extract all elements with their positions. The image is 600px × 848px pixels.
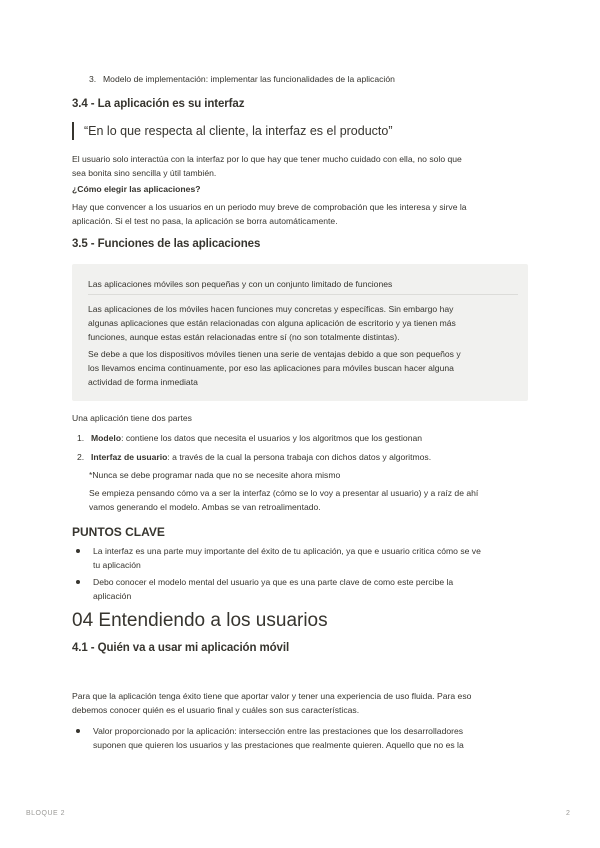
paragraph-chapter-4 [72,689,471,717]
paragraph-line: sea bonita sino sencilla y útil también. [72,168,217,178]
item-number: 3. [89,74,97,84]
paragraph-line: Hay que convencer a los usuarios en un periodo muy breve de comprobación que les interesa y sirve la [72,202,467,212]
numbered-item-3 [89,72,395,86]
callout-paragraph-2 [88,347,512,389]
paragraph-line: Valor proporcionado por la aplicación: intersección entre las prestaciones que los desarrolladores [93,726,464,736]
quote-text: “En lo que respecta al cliente, la interfaz es el producto” [84,124,393,138]
paragraph-line: funciones, aunque estas están relacionadas entre sí (no son totalmente distintas). [88,332,400,342]
puntos-clave-heading: PUNTOS CLAVE [72,525,165,539]
numbered-item-1 [77,431,422,445]
item-number: 1. [77,433,85,443]
item-2-note: *Nunca se debe programar nada que no se necesite ahora mismo [89,470,341,480]
footer-page-number: 2 [566,810,570,817]
item-2-sub-paragraph [89,486,478,514]
item-number: 2. [77,452,85,462]
question-heading: ¿Cómo elegir las aplicaciones? [72,184,201,194]
paragraph-line: los llevamos encima continuamente, por eso las aplicaciones para móviles buscan hacer alguna [88,363,454,373]
item-text: : a través de la cual la persona trabaja con dichos datos y algoritmos. [167,452,432,462]
toggle-callout [72,264,528,401]
paragraph-line: algunas aplicaciones que están relacionadas con alguna aplicación de escritorio y ya tienen más [88,318,456,328]
footer-section-label: BLOQUE 2 [26,810,66,817]
bullet-dot [76,549,80,553]
bullet-text [93,575,453,603]
callout-summary[interactable]: Las aplicaciones móviles son pequeñas y con un conjunto limitado de funciones [88,279,393,289]
bullet-dot [76,729,80,733]
paragraph-line: Las aplicaciones de los móviles hacen funciones muy concretas y específicas. Sin embargo hay [88,304,454,314]
quote-block [72,122,393,140]
chapter-heading: 04 Entendiendo a los usuarios [72,610,328,631]
paragraph-line: El usuario solo interactúa con la interfaz por lo que hay que tener mucho cuidado con ella, no solo que [72,154,462,164]
callout-paragraph-1 [88,302,512,344]
paragraph-line: tu aplicación [93,560,141,570]
paragraph-line: suponen que quieren los usuarios y las prestaciones que realmente quieren. Aquello que no es la [93,740,464,750]
section-3-5-heading: 3.5 - Funciones de las aplicaciones [72,238,261,250]
paragraph-line: Se debe a que los dispositivos móviles tienen una serie de ventajas debido a que son pequeños y [88,349,461,359]
paragraph-line: actividad de forma inmediata [88,377,198,387]
item-text: : contiene los datos que necesita el usuarios y los algoritmos que los gestionan [121,433,423,443]
bullet-dot [76,580,80,584]
paragraph-line: aplicación [93,591,132,601]
paragraph-interface [72,152,462,180]
callout-divider [88,294,518,295]
two-parts-intro: Una aplicación tiene dos partes [72,413,192,423]
paragraph-line: aplicación. Si el test no pasa, la aplicación se borra automáticamente. [72,216,338,226]
paragraph-line: Debo conocer el modelo mental del usuario ya que es una parte clave de como este percibe la [93,577,454,587]
item-bold: Modelo [91,433,122,443]
paragraph-line: La interfaz es una parte muy importante del éxito de tu aplicación, ya que e usuario critica cómo se ve [93,546,481,556]
paragraph-line: debemos conocer quién es el usuario final y cuáles son sus características. [72,705,360,715]
item-text: Modelo de implementación: implementar las funcionalidades de la aplicación [103,74,395,84]
numbered-item-2 [77,450,431,464]
section-3-4-heading: 3.4 - La aplicación es su interfaz [72,98,245,110]
item-bold: Interfaz de usuario [91,452,168,462]
bullet-text [93,724,464,752]
paragraph-line: Se empieza pensando cómo va a ser la interfaz (cómo se lo voy a presentar al usuario) y a raíz de ahí [89,488,479,498]
paragraph-line: Para que la aplicación tenga éxito tiene que aportar valor y tener una experiencia de uso fluida. Para eso [72,691,472,701]
section-4-1-heading: 4.1 - Quién va a usar mi aplicación móvil [72,642,290,654]
paragraph-answer [72,200,467,228]
bullet-text [93,544,481,572]
paragraph-line: vamos generando el modelo. Ambas se van retroalimentado. [89,502,321,512]
